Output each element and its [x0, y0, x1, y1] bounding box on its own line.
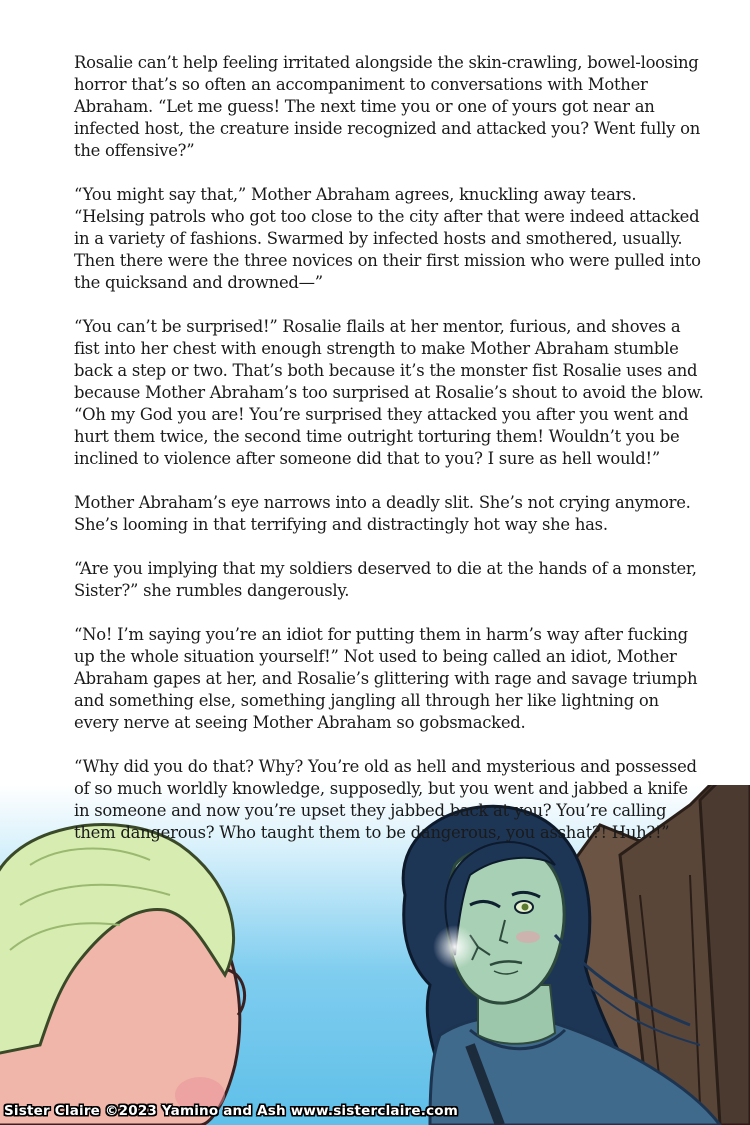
blonde-character — [0, 825, 245, 1125]
paragraph-7: “Why did you do that? Why? You’re old as hell and mysterious and possessed of so much worldly knowledge, supposedly, but you went and jabbed a knife in someone and now you’re upset they jabbed back at you? You’re calling them dangerous? Who taught them to be dangerous, you asshat?! Huh?!” — [74, 757, 697, 842]
paragraph-5: “Are you implying that my soldiers deserved to die at the hands of a monster, Sister?” she rumbles dangerously. — [74, 559, 697, 600]
paragraph-2: “You might say that,” Mother Abraham agrees, knuckling away tears. “Helsing patrols who got too close to the city after that were indeed attacked in a variety of fashions. Swarmed by infected hosts and smothered, usually. Then there were the three novices on their first mission who were pulled into the quicksand and drowned—” — [74, 185, 701, 292]
paragraph-4: Mother Abraham’s eye narrows into a deadly slit. She’s not crying anymore. She’s looming in that terrifying and distractingly hot way she has. — [74, 493, 691, 534]
paragraph-6: “No! I’m saying you’re an idiot for putting them in harm’s way after fucking up the whole situation yourself!” Not used to being called an idiot, Mother Abraham gapes at her, and Rosalie’s glittering with rage and savage triumph and something else, something jangling all through her like lightning on every nerve at seeing Mother Abraham so gobsmacked. — [74, 625, 698, 732]
story-text — [74, 52, 704, 866]
paragraph-3: “You can’t be surprised!” Rosalie flails at her mentor, furious, and shoves a fist into her chest with enough strength to make Mother Abraham stumble back a step or two. That’s both because it’s the monster fist Rosalie uses and because Mother Abraham’s too surprised at Rosalie’s shout to avoid the blow. “Oh my God you are! You’re surprised they attacked you after you went and hurt them twice, the second time outright torturing them! Wouldn’t you be inclined to violence after someone did that to you? I sure as hell would!” — [74, 317, 704, 468]
credit-line: Sister Claire ©2023 Yamino and Ash www.sisterclaire.com — [4, 1103, 459, 1119]
paragraph-1: Rosalie can’t help feeling irritated alongside the skin-crawling, bowel-loosing horror that’s so often an accompaniment to conversations with Mother Abraham. “Let me guess! The next time you or one of yours got near an infected host, the creature inside recognized and attacked you? Went fully on the offensive?” — [74, 53, 701, 160]
